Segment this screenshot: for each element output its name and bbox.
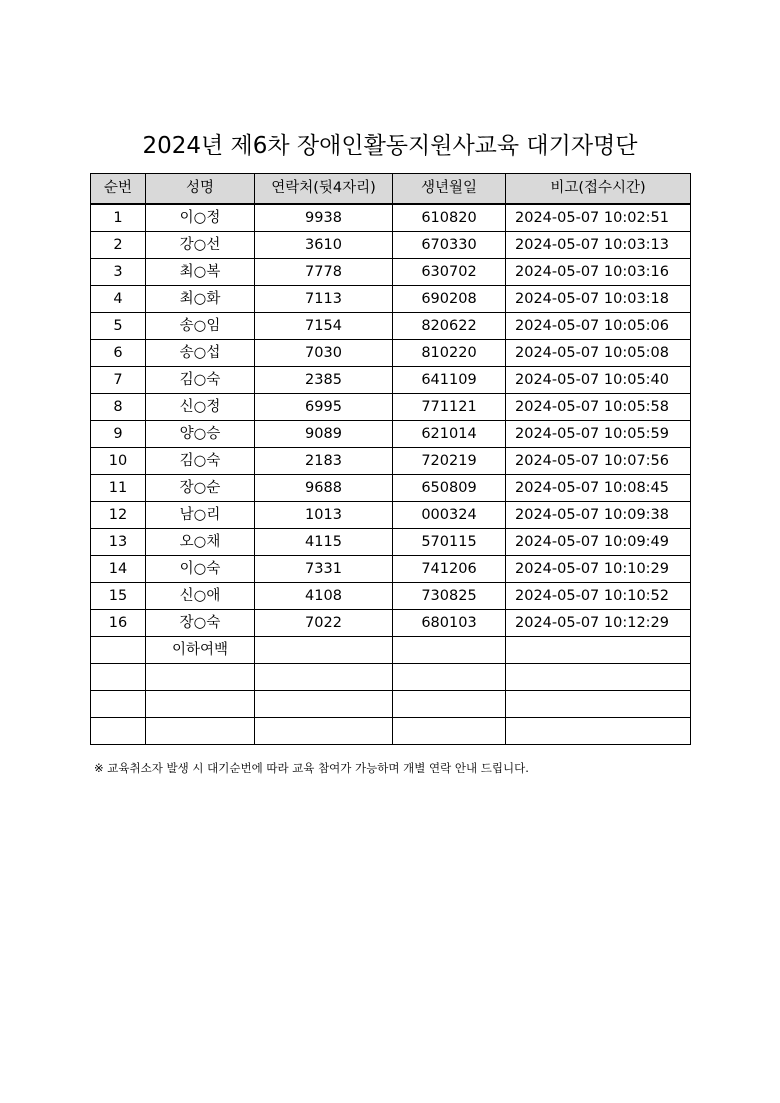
- cell-remark: 2024-05-07 10:03:16: [506, 259, 691, 286]
- table-row: [91, 610, 691, 637]
- cell-no: 3: [91, 259, 146, 286]
- cell-contact: 7022: [255, 610, 393, 637]
- cell-birth: 730825: [393, 583, 506, 610]
- cell-no: 5: [91, 313, 146, 340]
- table-row: [91, 340, 691, 367]
- table-row: [91, 367, 691, 394]
- cell-name: 강○선: [146, 232, 255, 259]
- header-row: [91, 174, 691, 205]
- cell-birth: [393, 718, 506, 745]
- cell-remark: [506, 664, 691, 691]
- cell-no: 2: [91, 232, 146, 259]
- cell-birth: 650809: [393, 475, 506, 502]
- cell-name: 이○정: [146, 204, 255, 232]
- cell-no: 6: [91, 340, 146, 367]
- cell-contact: 7030: [255, 340, 393, 367]
- cell-no: 13: [91, 529, 146, 556]
- cell-remark: [506, 637, 691, 664]
- table-row: [91, 286, 691, 313]
- header-birth: 생년월일: [393, 174, 506, 205]
- cell-birth: 610820: [393, 204, 506, 232]
- cell-name: [146, 718, 255, 745]
- cell-birth: [393, 691, 506, 718]
- table-row: [91, 718, 691, 745]
- cell-remark: 2024-05-07 10:10:52: [506, 583, 691, 610]
- cell-birth: 690208: [393, 286, 506, 313]
- table-row: [91, 421, 691, 448]
- cell-contact: 4108: [255, 583, 393, 610]
- cell-no: 9: [91, 421, 146, 448]
- table-body: [91, 204, 691, 745]
- cell-no: [91, 637, 146, 664]
- table-row: [91, 529, 691, 556]
- cell-remark: [506, 718, 691, 745]
- cell-birth: 810220: [393, 340, 506, 367]
- cell-birth: 570115: [393, 529, 506, 556]
- waitlist-table: [90, 173, 691, 745]
- cell-contact: [255, 691, 393, 718]
- cell-contact: 7154: [255, 313, 393, 340]
- cell-name: 이하여백: [146, 637, 255, 664]
- table-row: [91, 691, 691, 718]
- cell-name: 이○숙: [146, 556, 255, 583]
- cell-remark: 2024-05-07 10:10:29: [506, 556, 691, 583]
- cell-name: 장○순: [146, 475, 255, 502]
- cell-remark: 2024-05-07 10:02:51: [506, 204, 691, 232]
- cell-no: 1: [91, 204, 146, 232]
- cell-name: 김○숙: [146, 367, 255, 394]
- cell-contact: [255, 664, 393, 691]
- cell-remark: 2024-05-07 10:05:06: [506, 313, 691, 340]
- cell-no: 7: [91, 367, 146, 394]
- cell-birth: 820622: [393, 313, 506, 340]
- cell-name: [146, 691, 255, 718]
- table-row: [91, 637, 691, 664]
- table-row: [91, 259, 691, 286]
- cell-remark: 2024-05-07 10:03:18: [506, 286, 691, 313]
- cell-name: 송○섭: [146, 340, 255, 367]
- table-row: [91, 232, 691, 259]
- cell-name: 송○임: [146, 313, 255, 340]
- cell-name: 장○숙: [146, 610, 255, 637]
- cell-birth: 720219: [393, 448, 506, 475]
- cell-contact: 7113: [255, 286, 393, 313]
- header-remark: 비고(접수시간): [506, 174, 691, 205]
- table-row: [91, 664, 691, 691]
- cell-remark: 2024-05-07 10:09:38: [506, 502, 691, 529]
- cell-remark: 2024-05-07 10:08:45: [506, 475, 691, 502]
- cell-remark: 2024-05-07 10:12:29: [506, 610, 691, 637]
- table-row: [91, 448, 691, 475]
- cell-contact: 2183: [255, 448, 393, 475]
- table-row: [91, 583, 691, 610]
- cell-name: 신○애: [146, 583, 255, 610]
- cell-contact: [255, 718, 393, 745]
- cell-no: 11: [91, 475, 146, 502]
- cell-contact: 2385: [255, 367, 393, 394]
- table-row: [91, 556, 691, 583]
- header-name: 성명: [146, 174, 255, 205]
- cell-no: 4: [91, 286, 146, 313]
- cell-no: 8: [91, 394, 146, 421]
- cell-name: 김○숙: [146, 448, 255, 475]
- cell-remark: [506, 691, 691, 718]
- cell-birth: 771121: [393, 394, 506, 421]
- cell-no: 15: [91, 583, 146, 610]
- cell-no: 12: [91, 502, 146, 529]
- cell-contact: 7778: [255, 259, 393, 286]
- cell-contact: [255, 637, 393, 664]
- cell-remark: 2024-05-07 10:05:08: [506, 340, 691, 367]
- cell-contact: 9089: [255, 421, 393, 448]
- cell-birth: 670330: [393, 232, 506, 259]
- cell-contact: 7331: [255, 556, 393, 583]
- cell-name: 신○정: [146, 394, 255, 421]
- cell-name: 남○리: [146, 502, 255, 529]
- cell-name: 최○화: [146, 286, 255, 313]
- cell-contact: 4115: [255, 529, 393, 556]
- cell-birth: 000324: [393, 502, 506, 529]
- cell-no: [91, 691, 146, 718]
- cell-name: 오○채: [146, 529, 255, 556]
- cell-remark: 2024-05-07 10:05:59: [506, 421, 691, 448]
- cell-contact: 1013: [255, 502, 393, 529]
- table-row: [91, 313, 691, 340]
- cell-contact: 9688: [255, 475, 393, 502]
- header-no: 순번: [91, 174, 146, 205]
- footnote: ※ 교육취소자 발생 시 대기순번에 따라 교육 참여가 가능하며 개별 연락 안내 드립니다.: [94, 761, 529, 775]
- table-row: [91, 475, 691, 502]
- cell-birth: 680103: [393, 610, 506, 637]
- cell-no: 14: [91, 556, 146, 583]
- cell-contact: 3610: [255, 232, 393, 259]
- cell-name: 최○복: [146, 259, 255, 286]
- cell-no: [91, 664, 146, 691]
- table-row: [91, 204, 691, 232]
- cell-remark: 2024-05-07 10:09:49: [506, 529, 691, 556]
- header-contact: 연락처(뒷4자리): [255, 174, 393, 205]
- cell-name: 양○승: [146, 421, 255, 448]
- cell-remark: 2024-05-07 10:03:13: [506, 232, 691, 259]
- page-title: 2024년 제6차 장애인활동지원사교육 대기자명단: [142, 133, 638, 159]
- cell-remark: 2024-05-07 10:05:40: [506, 367, 691, 394]
- cell-birth: 741206: [393, 556, 506, 583]
- cell-no: 16: [91, 610, 146, 637]
- table-row: [91, 502, 691, 529]
- cell-no: [91, 718, 146, 745]
- cell-name: [146, 664, 255, 691]
- cell-remark: 2024-05-07 10:05:58: [506, 394, 691, 421]
- table-row: [91, 394, 691, 421]
- cell-contact: 6995: [255, 394, 393, 421]
- cell-contact: 9938: [255, 204, 393, 232]
- cell-birth: 630702: [393, 259, 506, 286]
- cell-remark: 2024-05-07 10:07:56: [506, 448, 691, 475]
- cell-no: 10: [91, 448, 146, 475]
- cell-birth: [393, 664, 506, 691]
- cell-birth: 621014: [393, 421, 506, 448]
- cell-birth: [393, 637, 506, 664]
- table-header: [91, 174, 691, 205]
- cell-birth: 641109: [393, 367, 506, 394]
